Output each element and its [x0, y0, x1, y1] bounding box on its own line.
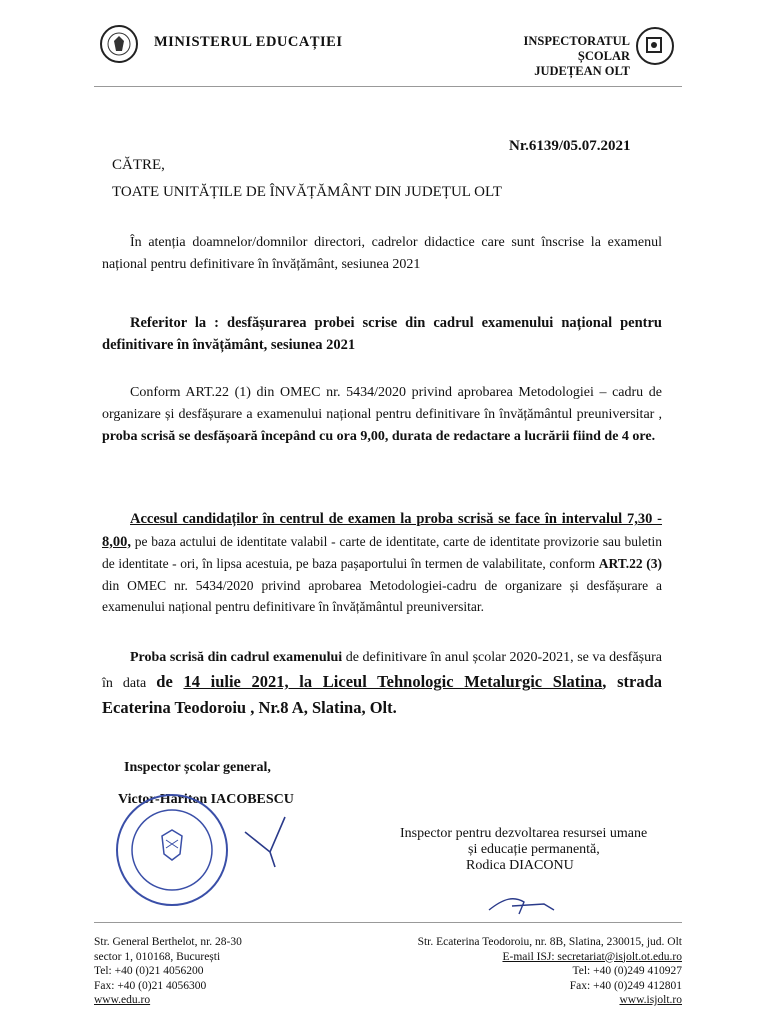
- left-signatory-name: Victor-Hariton IACOBESCU: [118, 792, 294, 807]
- isj-name-line-1: INSPECTORATUL ȘCOLAR: [523, 34, 630, 63]
- attention-paragraph: În atenția doamnelor/domnilor directori, cadrelor didactice care sunt înscrise la examenul național pentru definitivare în învățământ, sesiunea 2021: [102, 235, 662, 272]
- header-divider: [94, 86, 682, 87]
- isj-logo: [636, 27, 674, 65]
- isj-emblem-icon: [638, 29, 672, 63]
- footer-left-website[interactable]: www.edu.ro: [94, 994, 151, 1006]
- footer-right-phone: Tel: +40 (0)249 410927: [572, 965, 682, 977]
- p3-big-underlined: 14 iulie 2021, la Liceul Tehnologic Metalurgic Slatina: [183, 672, 603, 691]
- p3-bold-text: Proba scrisă din cadrul examenului: [130, 650, 343, 665]
- footer-left-address-1: Str. General Berthelot, nr. 28-30: [94, 936, 242, 948]
- p1-bold-text: proba scrisă se desfășoară începând cu ora 9,00, durata de redactare a lucrării fiind de 4 ore.: [102, 429, 656, 444]
- footer-left-fax: Fax: +40 (0)21 4056300: [94, 979, 207, 992]
- isj-name-line-2: JUDEȚEAN OLT: [534, 64, 630, 78]
- p1-normal-text: Conform ART.22 (1) din OMEC nr. 5434/2020 privind aprobarea Metodologiei – cadru de organizare și desfășurare a examenului național pentru definitivare în învățământul preuniversitar ,: [102, 385, 662, 422]
- paragraph-legal-basis: [102, 382, 662, 448]
- right-signatory-block: [400, 826, 690, 874]
- right-signatory-name: Rodica DIACONU: [466, 858, 574, 873]
- stamp-icon: [104, 790, 244, 908]
- footer-divider: [94, 922, 682, 923]
- footer-right-address: Str. Ecaterina Teodoroiu, nr. 8B, Slatina, 230015, jud. Olt: [417, 936, 682, 948]
- to-recipient: TOATE UNITĂȚILE DE ÎNVĂȚĂMÂNT DIN JUDEȚUL OLT: [112, 184, 502, 200]
- p2-normal-text-b: din OMEC nr. 5434/2020 privind aprobarea Metodologiei-cadru de organizare și desfășurare a examenului național pentru definitivare în învățământul preuniversitar.: [102, 577, 662, 614]
- footer-left: [94, 935, 242, 1008]
- ministry-logo: [100, 25, 138, 63]
- p3-big-text-a: de: [156, 672, 184, 691]
- p2-bold-text: ART.22 (3): [598, 556, 662, 571]
- p2-underlined-text: Accesul candidaților în centrul de examen la proba scrisă se face în intervalul 7,30 - 8,00,: [102, 511, 662, 550]
- official-stamp: [104, 790, 244, 908]
- paragraph-exam-date: [102, 646, 662, 722]
- handwritten-signature-right: [484, 888, 574, 918]
- subject-paragraph: Referitor la : desfășurarea probei scrise din cadrul examenului național pentru definitivare în învățământ, sesiunea 2021: [102, 315, 662, 353]
- right-signatory-title-1: Inspector pentru dezvoltarea resursei umane: [400, 826, 648, 841]
- p2-normal-text-a: pe baza actului de identitate valabil - carte de identitate, carte de identitate provizorie sau buletin de identitate - ori, în lipsa acestuia, pe baza pașaportului în termen de valabilitate, conform: [102, 533, 662, 571]
- p3-normal-text: de definitivare în anul școlar 2020-2021, se va desfășura în data: [102, 650, 663, 691]
- left-signatory-title: Inspector școlar general,: [124, 760, 271, 775]
- ministry-name: MINISTERUL EDUCAȚIEI: [154, 34, 343, 50]
- footer-right: [412, 935, 682, 1008]
- isj-name: [488, 34, 630, 79]
- paragraph-access: [102, 508, 662, 618]
- footer-right-website[interactable]: www.isjolt.ro: [619, 994, 682, 1006]
- to-label: CĂTRE,: [112, 157, 165, 173]
- document-number: Nr.6139/05.07.2021: [509, 138, 631, 154]
- footer-right-fax: Fax: +40 (0)249 412801: [569, 979, 682, 992]
- p3-big-text-b: , strada Ecaterina Teodoroiu , Nr.8 A, Slatina, Olt.: [102, 672, 662, 717]
- footer-left-phone: Tel: +40 (0)21 4056200: [94, 965, 204, 977]
- coat-of-arms-icon: [102, 27, 136, 61]
- right-signatory-title-2: și educație permanentă,: [468, 842, 600, 857]
- footer-right-email[interactable]: E-mail ISJ: secretariat@isjolt.ot.edu.ro: [502, 950, 682, 963]
- handwritten-signature-left: [240, 812, 300, 872]
- footer-left-address-2: sector 1, 010168, București: [94, 950, 221, 963]
